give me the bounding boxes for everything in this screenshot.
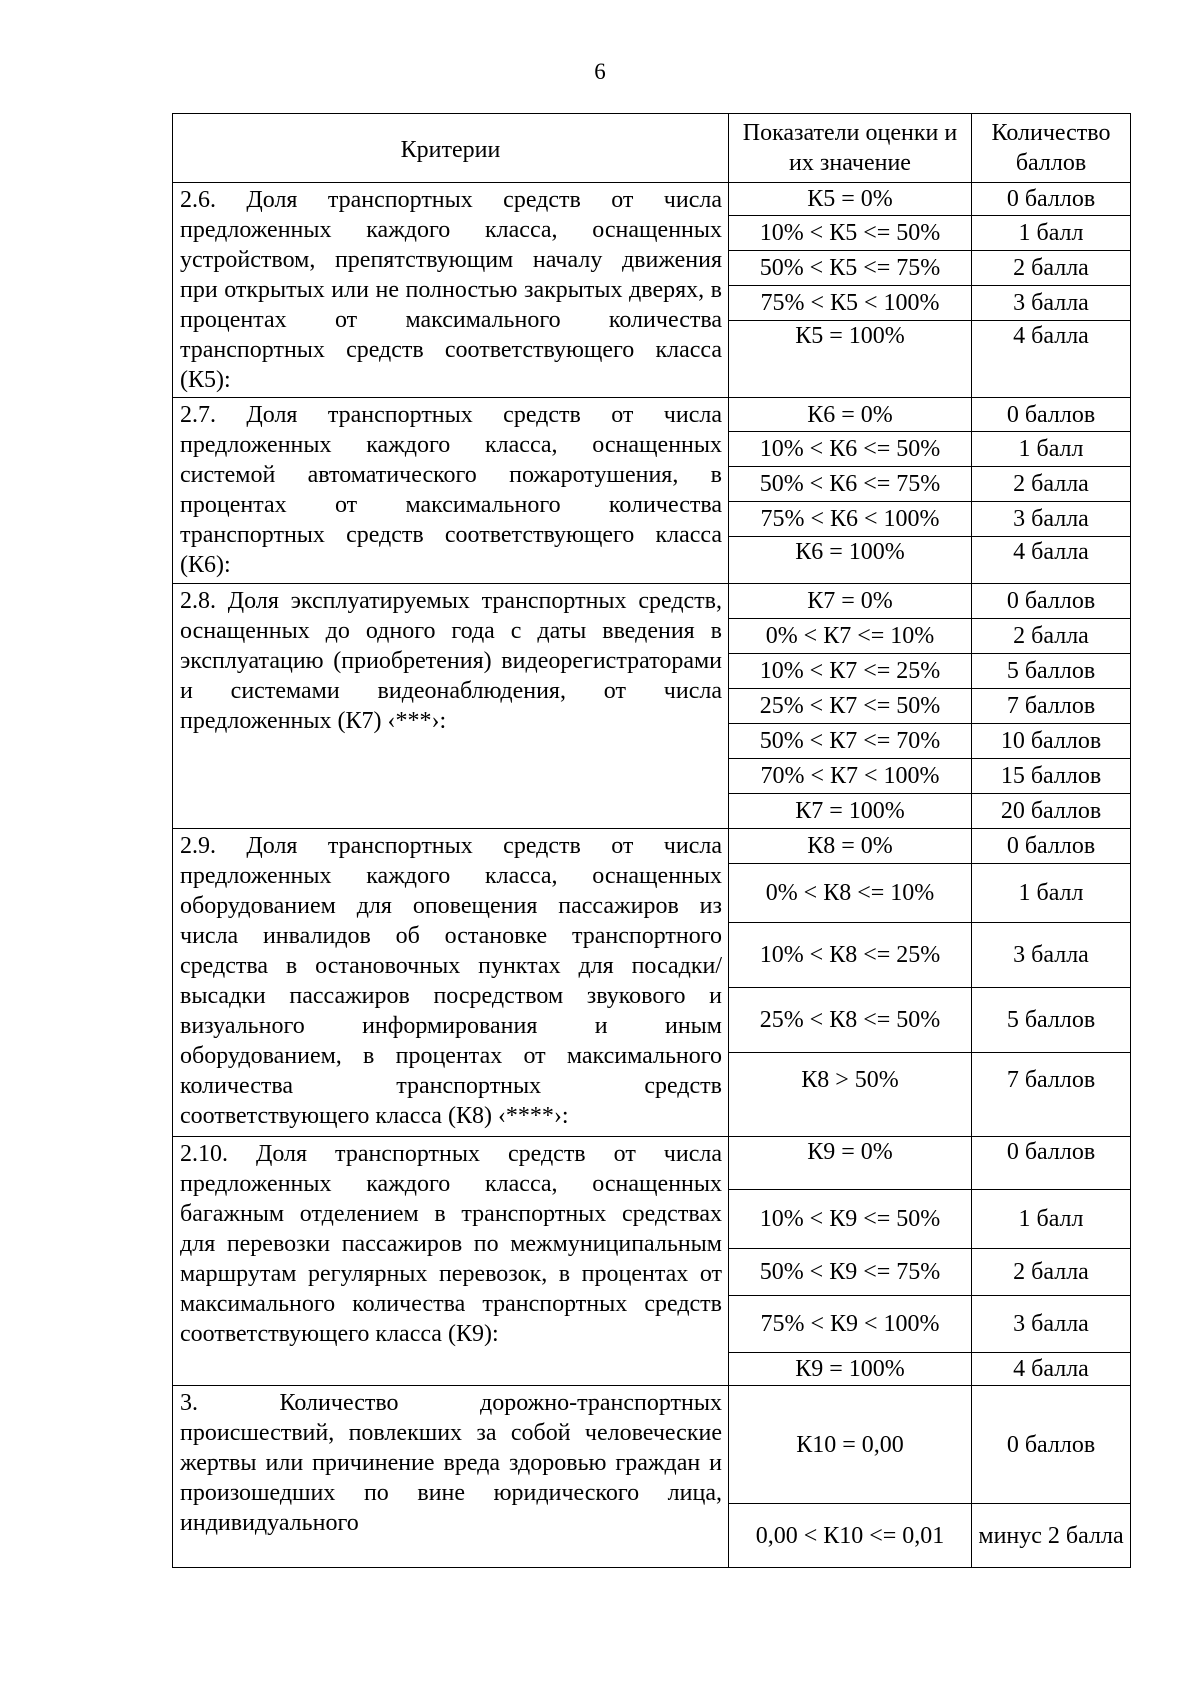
points-cell: 7 баллов	[972, 689, 1131, 724]
points-cell: 0 баллов	[972, 1137, 1131, 1190]
indicator-cell: К8 > 50%	[729, 1053, 972, 1137]
indicator-cell: 10% < К7 <= 25%	[729, 654, 972, 689]
points-cell: 3 балла	[972, 923, 1131, 988]
indicator-cell: 25% < К7 <= 50%	[729, 689, 972, 724]
indicator-cell: К7 = 0%	[729, 584, 972, 619]
indicator-cell: 50% < К5 <= 75%	[729, 251, 972, 286]
table-row	[173, 584, 1131, 619]
points-cell: 5 баллов	[972, 654, 1131, 689]
indicator-cell: К9 = 100%	[729, 1353, 972, 1386]
points-cell: 1 балл	[972, 216, 1131, 251]
points-cell: 3 балла	[972, 1296, 1131, 1353]
points-cell: 4 балла	[972, 537, 1131, 584]
criterion-2-10: 2.10. Доля транспортных средств от числа предложенных каждого класса, оснащенных багажным отделением в транспортных средствах для перевозки пассажиров по межмуниципальным маршрутам регулярных перевозок, в процентах от максимального количества транспортных средств соответствующего класса (К9):	[173, 1137, 729, 1386]
points-cell: 0 баллов	[972, 829, 1131, 864]
indicator-cell: 50% < К9 <= 75%	[729, 1249, 972, 1296]
points-cell: 10 баллов	[972, 724, 1131, 759]
indicator-cell: 10% < К6 <= 50%	[729, 432, 972, 467]
points-cell: 7 баллов	[972, 1053, 1131, 1137]
points-cell: 4 балла	[972, 1353, 1131, 1386]
table-header-row	[173, 114, 1131, 183]
page-number: 6	[594, 59, 606, 84]
criterion-2-8: 2.8. Доля эксплуатируемых транспортных средств, оснащенных до одного года с даты введения в эксплуатацию (приобретения) видеорегистраторами и системами видеонаблюдения, от числа предложенных (К7) ‹***›:	[173, 584, 729, 829]
indicator-cell: 75% < К9 < 100%	[729, 1296, 972, 1353]
points-cell: 2 балла	[972, 619, 1131, 654]
points-cell: 4 балла	[972, 321, 1131, 398]
points-cell: 0 баллов	[972, 1386, 1131, 1504]
header-points: Количество баллов	[972, 114, 1131, 183]
indicator-cell: 75% < К5 < 100%	[729, 286, 972, 321]
indicator-cell: 0% < К7 <= 10%	[729, 619, 972, 654]
points-cell: 5 баллов	[972, 988, 1131, 1053]
indicator-cell: К5 = 100%	[729, 321, 972, 398]
table-row	[173, 1386, 1131, 1504]
indicator-cell: К8 = 0%	[729, 829, 972, 864]
criterion-2-9: 2.9. Доля транспортных средств от числа предложенных каждого класса, оснащенных оборудованием для оповещения пассажиров из числа инвалидов об остановке транспортного средства в остановочных пунктах для посадки/высадки пассажиров посредством звукового и визуального информирования и иным оборудованием, в процентах от максимального количества транспортных средств соответствующего класса (К8) ‹****›:	[173, 829, 729, 1137]
indicator-cell: К5 = 0%	[729, 183, 972, 216]
header-criteria: Критерии	[173, 114, 729, 183]
points-cell: 1 балл	[972, 864, 1131, 923]
points-cell: 15 баллов	[972, 759, 1131, 794]
criterion-3: 3. Количество дорожно-транспортных происшествий, повлекших за собой человеческие жертвы или причинение вреда здоровью граждан и произошедших по вине юридического лица, индивидуального	[173, 1386, 729, 1568]
points-cell: 3 балла	[972, 502, 1131, 537]
table-row	[173, 183, 1131, 216]
points-cell: 1 балл	[972, 1190, 1131, 1249]
points-cell: 0 баллов	[972, 183, 1131, 216]
indicator-cell: 10% < К5 <= 50%	[729, 216, 972, 251]
indicator-cell: 70% < К7 < 100%	[729, 759, 972, 794]
indicator-cell: 50% < К6 <= 75%	[729, 467, 972, 502]
indicator-cell: К9 = 0%	[729, 1137, 972, 1190]
points-cell: 2 балла	[972, 251, 1131, 286]
table-row	[173, 829, 1131, 864]
points-cell: 2 балла	[972, 467, 1131, 502]
points-cell: 2 балла	[972, 1249, 1131, 1296]
indicator-cell: К10 = 0,00	[729, 1386, 972, 1504]
indicator-cell: 10% < К8 <= 25%	[729, 923, 972, 988]
indicator-cell: 75% < К6 < 100%	[729, 502, 972, 537]
criterion-2-6: 2.6. Доля транспортных средств от числа предложенных каждого класса, оснащенных устройством, препятствующим началу движения при открытых или не полностью закрытых дверях, в процентах от максимального количества транспортных средств соответствующего класса (К5):	[173, 183, 729, 398]
table-row	[173, 398, 1131, 432]
indicator-cell: 50% < К7 <= 70%	[729, 724, 972, 759]
indicator-cell: К6 = 0%	[729, 398, 972, 432]
points-cell: 3 балла	[972, 286, 1131, 321]
indicator-cell: К6 = 100%	[729, 537, 972, 584]
criterion-2-7: 2.7. Доля транспортных средств от числа предложенных каждого класса, оснащенных системой автоматического пожаротушения, в процентах от максимального количества транспортных средств соответствующего класса (К6):	[173, 398, 729, 584]
points-cell: 0 баллов	[972, 398, 1131, 432]
indicator-cell: 25% < К8 <= 50%	[729, 988, 972, 1053]
indicator-cell: 10% < К9 <= 50%	[729, 1190, 972, 1249]
criteria-table	[172, 113, 1131, 1568]
indicator-cell: 0% < К8 <= 10%	[729, 864, 972, 923]
points-cell: 0 баллов	[972, 584, 1131, 619]
indicator-cell: К7 = 100%	[729, 794, 972, 829]
indicator-cell: 0,00 < К10 <= 0,01	[729, 1504, 972, 1568]
points-cell: 1 балл	[972, 432, 1131, 467]
header-indicators: Показатели оценки и их значение	[729, 114, 972, 183]
points-cell: 20 баллов	[972, 794, 1131, 829]
table-row	[173, 1137, 1131, 1190]
points-cell: минус 2 балла	[972, 1504, 1131, 1568]
